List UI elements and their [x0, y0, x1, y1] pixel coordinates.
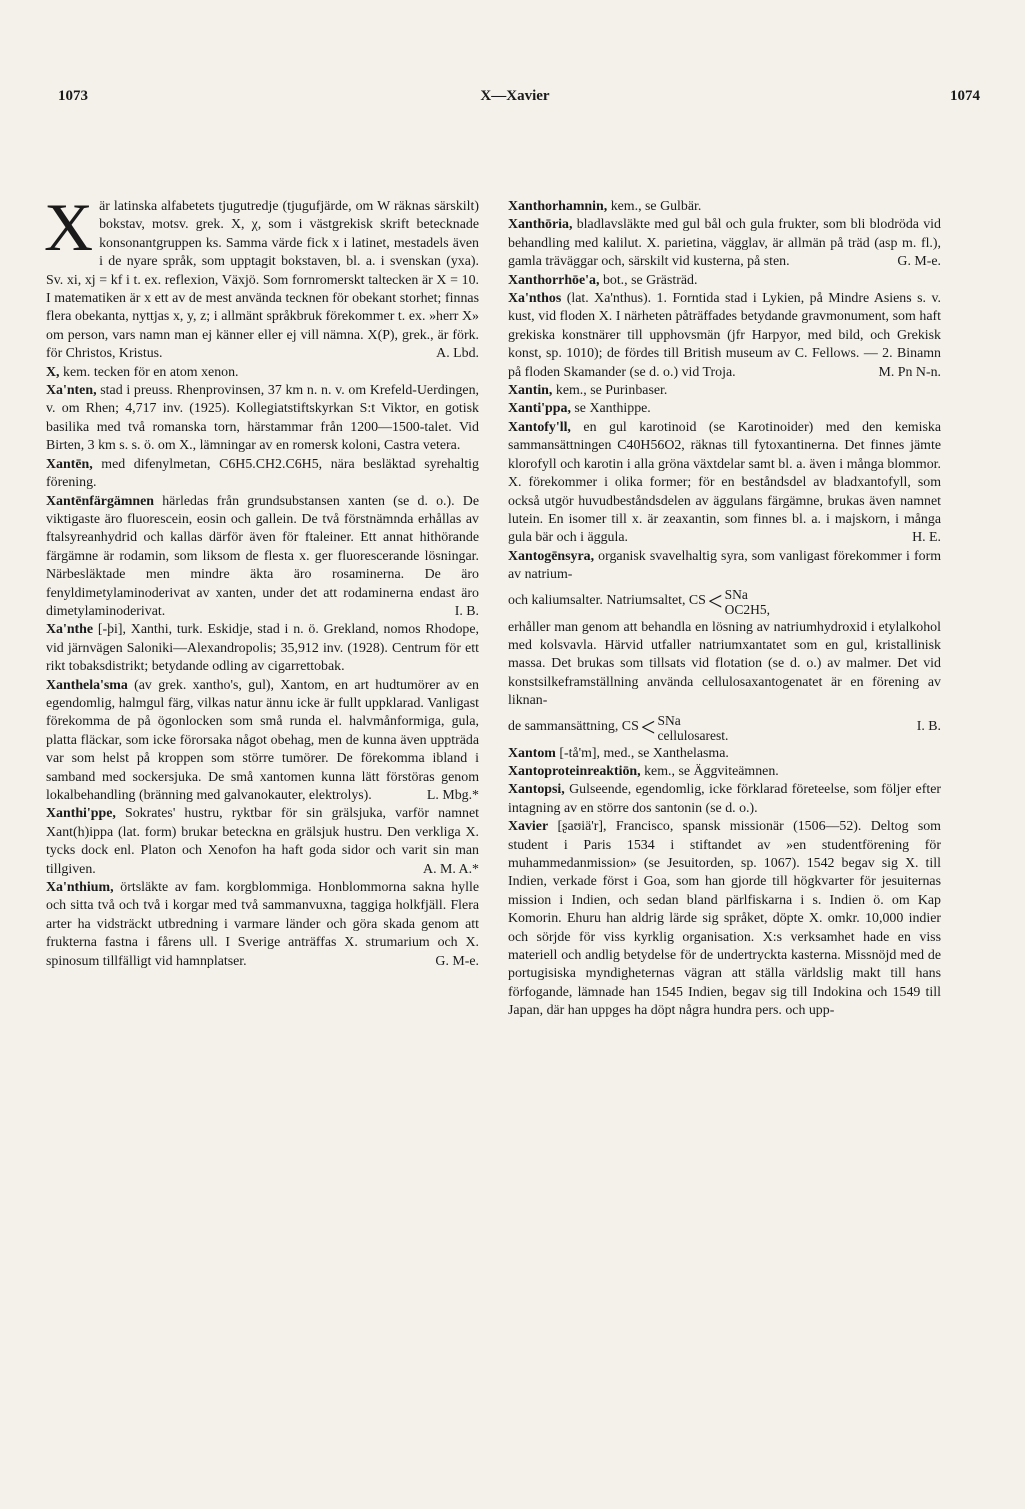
- entry-xanthos: [508, 290, 941, 382]
- entry-body: en gul karotinoid (se Karotinoider) med den kemiska sammansättningen C40H56O2, räknas till fytoxantinerna. Det finnes jämte klorofyll och karotin i alla gröna växtdelar samt bl. a. även i många blommor. X. förekommer i olika former; för en beståndsdel av bladxantofyll, som också utgör huvudbeståndsdelen av äggulans färgämne, brukas även namnet lutein. En isomer till x. är zeaxantin, som finnes bl. a. i majskorn, i många gula bär och i äggula.: [508, 419, 941, 546]
- formula-top: SNa: [724, 586, 748, 602]
- entry-signature: L. Mbg.*: [426, 788, 479, 803]
- entry-signature: A. M. A.*: [423, 861, 479, 877]
- entry-xantoproteinreaktion: [508, 763, 941, 781]
- entry-x: [44, 189, 479, 364]
- entry-signature: G. M-e.: [435, 953, 479, 969]
- entry-body: [ʂaʊiä'r], Francisco, spansk missionär (1506—52). Deltog som student i Paris 1534 i stiftandet av »en studentförening för muhammedanmission» (se Jesuitorden, sp. 1067). 1542 begav sig X. till Indien, verkade först i Goa, som han gjorde till högkvarter för jesuiternas mission i Indien, och sedan bland pärlfiskarna i s. Indien ö. om Kap Komorin. Ehuru han aldrig lärde sig språket, döpte X. omkr. 10,000 indier och sörjde för viss kyrklig organisation. X:s verksamhet hade en viss materiell och andlig betydelse för de undertryckta kasterna. Missnöjd med de portugisiska myndigheternas vägran att ställa världslig makt till hans förfogande, lämnade han 1545 Indien, begav sig till Indokina och 1549 till Japan, där han uppges ha döpt några hundra pers. och upp-: [508, 819, 941, 1019]
- headword: Xantēnfärgämnen: [46, 493, 155, 509]
- entry-xantofyll: [508, 419, 941, 548]
- entry-xantogensyra: [508, 548, 941, 585]
- entry-body: härledas från grundsubstansen xanten (se d. o.). De viktigaste äro fluorescein, eosin och gallein. De två förstnämnda erhållas av ftalsyreanhydrid och kallas därför även för ftaleiner. Ett annat hithörande färgämne är rodamin, som liksom de flesta x. ger fluorescerande lösningar. Närbesläktade men mindre äkta äro rosaminerna. De äro fenyldimetylaminoderivat av xanten, under det att rodaminerna endast äro dimetylaminoderivat.: [46, 493, 479, 619]
- entry-xanthorrhoea: [508, 272, 941, 290]
- page-number-right: 1074: [950, 88, 980, 104]
- headword: Xanthela'sma: [46, 677, 128, 693]
- entry-body: [-þi], Xanthi, turk. Eskidje, stad i n. ö. Grekland, nomos Rhodope, vid järnvägen Saloniki—Alexandropolis; 35,912 inv. (1928). Centrum för ett rikt tobaksdistrikt; betydande odling av cigarrettobak.: [46, 622, 479, 675]
- formula-structure: [508, 587, 770, 617]
- entry-body: är latinska alfabetets tjugutredje (tjugufjärde, om W räknas särskilt) bokstav, motsv. grek. X, χ, som i västgrekisk skrift betecknade konsonantgruppen ks. Samma värde fick x i latinet, mestadels även i de nyare språk, som upptagit bokstaven, bl. a. i svenskan (yxa). Sv. xi, xj = kf i t. ex. reflexion, Växjö. Som fornromerskt taltecken är X = 10. I matematiken är x ett av de mest använda tecknen för obekant storhet; finnas flera obekanta, nyttjas x, y, z; i allmänt språkbruk förekommer t. ex. »herr X» om person, vars namn man ej känner eller ej vill nämna. X(P), grek., är förk. för Christos, Kristus.: [46, 199, 479, 362]
- headword: Xanthorrhōe'a,: [508, 272, 600, 288]
- entry-x-kem: [46, 364, 479, 382]
- formula-structure: [508, 713, 728, 743]
- headword: Xantin,: [508, 383, 553, 399]
- headword: Xantēn,: [46, 456, 93, 472]
- entry-xantopsi: [508, 781, 941, 818]
- entry-xanten: [46, 382, 479, 456]
- entry-xanthoria: [508, 216, 941, 271]
- entry-xavier: [508, 818, 941, 1020]
- entry-body: erhåller man genom att behandla en lösning av natriumhydroxid i etylalkohol med kolsvavla. Härvid utfaller natriumxantatet som en gul, kristallinisk massa. Det brukas som tillsats vid flotation (se d. o.) av malmer. Det vid konstsilkeframställning använda cellulosaxantogenatet är en förening av liknan-: [508, 619, 941, 709]
- page-number-left: 1073: [58, 88, 88, 104]
- entry-xantom: [508, 745, 941, 763]
- entry-body: organisk svavelhaltig syra, som vanligast förekommer i form av natrium-: [508, 548, 941, 583]
- entry-xantogensyra-cont: [508, 619, 941, 711]
- entry-body: Gulseende, egendomlig, icke förklarad företeelse, som följer efter intagning av en större dos santonin (se d. o.).: [508, 782, 941, 816]
- entry-body: stad i preuss. Rhenprovinsen, 37 km n. n. v. om Krefeld-Uerdingen, v. om Rhen; 4,717 inv. (1925). Kollegiatstiftskyrkan S:t Viktor, en gotisk basilika med två romanska torn, härstammar från 1200—1500-talet. Vid Birten, 3 km s. s. ö. om X., lämningar av en romersk koloni, Castra vetera.: [46, 383, 480, 454]
- headword: X,: [46, 364, 60, 380]
- drop-cap: X: [44, 189, 94, 265]
- formula-bottom: OC2H5,: [724, 601, 770, 617]
- entry-body: örtsläkte av fam. korgblommiga. Honblommorna sakna hylle och sitta två och två i korgar med två sammanvuxna, taggiga holkfjäll. Flera arter ha vidsträckt utbredning i varmare länder och göra skada genom att frukterna fastna i fårens ull. I Sverige anträffas X. strumarium och X. spinosum tillfälligt vid hamnplatser.: [46, 880, 479, 969]
- entry-body: [-tå'm], med., se Xanthelasma.: [559, 745, 729, 761]
- entry-signature: M. Pn N-n.: [878, 364, 941, 380]
- entry-xanthe: [46, 621, 479, 676]
- bond-bracket: <: [640, 712, 656, 742]
- headword: Xa'nthos: [508, 291, 562, 307]
- headword: Xantom: [508, 745, 556, 761]
- formula-top: SNa: [657, 712, 681, 728]
- right-column: [508, 198, 941, 1021]
- formula-substituents: [725, 587, 770, 617]
- headword: Xanti'ppa,: [508, 401, 571, 417]
- entry-signature: I. B.: [916, 719, 941, 735]
- entry-body: kem., se Äggviteämnen.: [644, 763, 779, 779]
- page-title: X—Xavier: [480, 88, 550, 104]
- headword: Xanthorhamnin,: [508, 199, 608, 214]
- headword: Xantofy'll,: [508, 419, 571, 435]
- chemical-formula: [508, 587, 941, 617]
- chemical-formula: [508, 713, 941, 743]
- entry-xantippa: [508, 400, 941, 418]
- entry-body: med difenylmetan, C6H5.CH2.C6H5, nära besläktad syrehaltig förening.: [46, 456, 479, 491]
- headword: Xavier: [508, 819, 549, 835]
- left-column: [44, 189, 480, 971]
- entry-signature: I. B.: [454, 603, 479, 619]
- formula-substituents: [657, 713, 728, 743]
- headword: Xantogēnsyra,: [508, 548, 595, 564]
- entry-xanthium: [46, 879, 479, 971]
- entry-body: Sokrates' hustru, ryktbar för sin grälsjuka, varför namnet Xant(h)ippa (lat. form) brukar beteckna en grälsjuk hustru. Den verkliga X. tycks dock enl. Platon och Xenofon ha haft goda sidor och varit sin man tillgiven.: [46, 806, 479, 877]
- entry-body: se Xanthippe.: [574, 401, 651, 417]
- entry-signature: G. M-e.: [897, 254, 941, 270]
- headword: Xantoproteinreaktiōn,: [508, 763, 641, 779]
- headword: Xanthōria,: [508, 217, 573, 233]
- entry-body: (lat. Xa'nthus). 1. Forntida stad i Lykien, på Mindre Asiens s. v. kust, vid floden X. I närheten påträffades betydande gravmonument, som haft grekiska konstnärer till upphovsmän (jfr Harpyor, med bild, och Grekisk konst, sp. 1010); de fördes till British museum av C. Fellows. — 2. Binamn på floden Skamander (se d. o.) vid Troja.: [508, 291, 941, 380]
- entry-body: kem. tecken för en atom xenon.: [63, 364, 239, 380]
- entry-xanthorhamnin: [508, 198, 941, 216]
- entry-xantin: [508, 382, 941, 400]
- bond-bracket: <: [707, 586, 723, 616]
- entry-body: kem., se Gulbär.: [610, 199, 702, 214]
- entry-signature: H. E.: [912, 530, 941, 546]
- entry-body: bot., se Grästräd.: [602, 272, 698, 288]
- entry-xanthippe: [46, 805, 479, 879]
- formula-bottom: cellulosarest.: [657, 727, 729, 743]
- entry-body: bladlavsläkte med gul bål och gula frukter, som bli blodröda vid behandling med kalilut. X. parietina, vägglav, är allmän på träd (asp m. fl.), gamla träväggar och, särskilt vid kusterna, på sten.: [508, 217, 941, 270]
- headword: Xanthi'ppe,: [46, 806, 116, 822]
- formula-lead-text: de sammansättning, CS: [508, 719, 639, 735]
- headword: Xa'nthium,: [46, 880, 114, 896]
- entry-xantenfargamnen: [46, 493, 479, 622]
- entry-body: kem., se Purinbaser.: [555, 383, 668, 399]
- page-header: [50, 88, 980, 112]
- entry-xanthelasma: [46, 677, 479, 806]
- formula-lead-text: och kaliumsalter. Natriumsaltet, CS: [508, 593, 706, 609]
- headword: Xa'nten,: [46, 383, 97, 399]
- entry-signature: A. Lbd.: [436, 346, 479, 362]
- headword: Xantopsi,: [508, 782, 565, 798]
- entry-xanten-chem: [46, 456, 479, 493]
- entry-body: (av grek. xantho's, gul), Xantom, en art hudtumörer av en egendomlig, halmgul färg, vilkas natur ännu icke är fullt uppklarad. Vanligast förekomma de på ögonlocken som små runda el. halvmånformiga, gula, platta fläckar, som icke förorsaka något obehag, men de kunna även uppträda var som helst på kroppen som större tumörer. De förekomma ibland i samband med sockersjuka. De små xantomen kunna lätt förstöras genom lokalbehandling (bränning med galvanokauter, elektrolys).: [46, 677, 479, 803]
- headword: Xa'nthe: [46, 622, 94, 638]
